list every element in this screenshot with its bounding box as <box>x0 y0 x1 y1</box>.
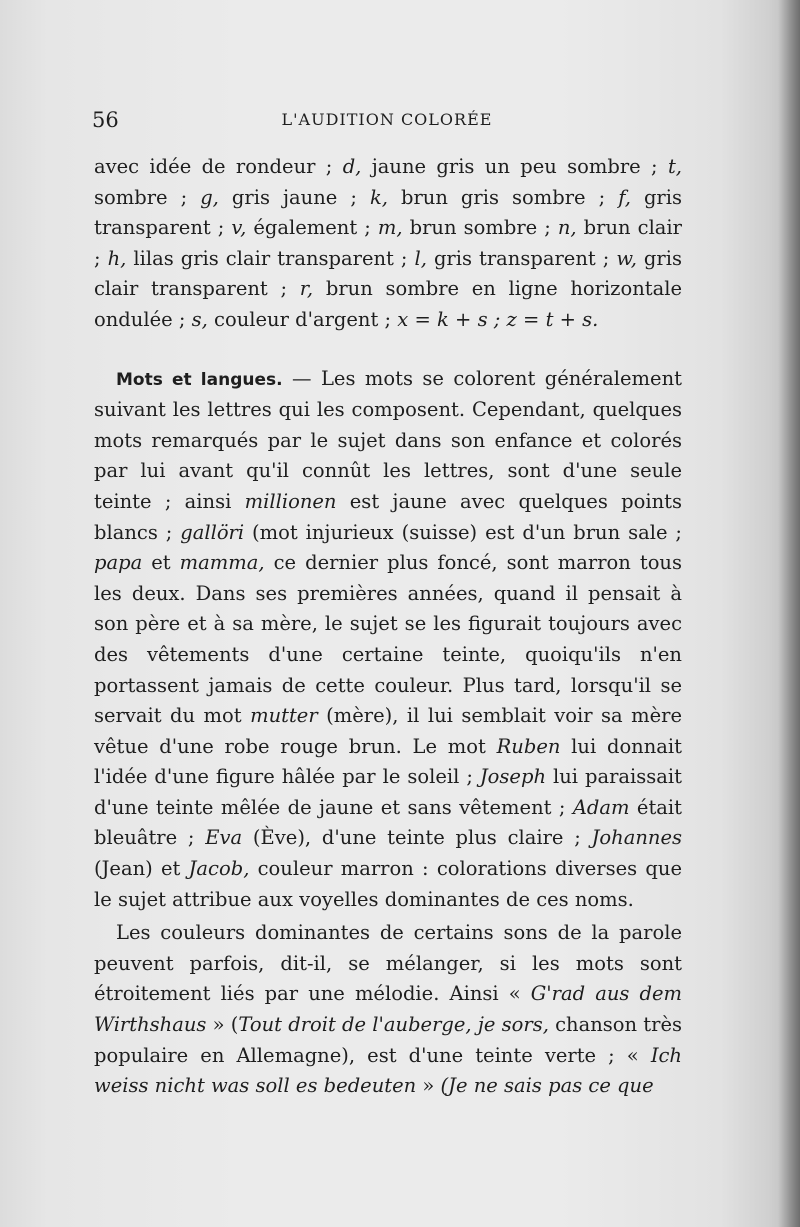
italic-term: d, <box>342 155 362 178</box>
italic-term: n, <box>557 216 577 240</box>
text-run: (mot injurieux (suisse) est d'un brun sale ; <box>244 520 682 544</box>
italic-term: h, <box>107 246 127 270</box>
text-run: (Jean) et <box>94 857 189 881</box>
italic-term: (Je ne sais pas ce que <box>440 1074 654 1098</box>
text-run: gris clair transparent ; <box>94 246 682 301</box>
text-run: Les couleurs dominantes de certains sons de la parole peuvent parfois, dit-il, se mélanger, si les mots sont étroitement liés par une mélodie. Ainsi « <box>94 921 682 1006</box>
italic-term: w, <box>616 246 637 270</box>
text-run: brun sombre en ligne horizontale ondulée ; <box>94 277 682 331</box>
italic-term: r, <box>299 277 314 301</box>
italic-term: Joseph <box>479 765 547 789</box>
text-run: — Les mots se colorent généralement suivant les lettres qui les composent. Cependant, quelques mots remarqués par le sujet dans son enfance et colorés par lui avant qu'il connût les lettres, sont d'une seule teinte ; ainsi <box>94 366 682 513</box>
text-run: avec idée de rondeur ; <box>94 155 343 178</box>
text-run: était bleuâtre ; <box>94 795 682 850</box>
italic-term: g, <box>200 185 219 209</box>
text-run: couleur d'argent ; <box>207 307 398 331</box>
paragraph-letter-colors <box>94 152 682 336</box>
italic-term: papa <box>94 551 143 575</box>
text-run: lui donnait l'idée d'une figure hâlée par le soleil ; <box>94 734 682 789</box>
text-run: brun clair ; <box>94 216 682 270</box>
italic-term: v, <box>231 216 247 240</box>
text-run: jaune gris un peu sombre ; <box>361 155 668 178</box>
italic-term: x = k + s ; z = t + s. <box>397 307 599 331</box>
italic-term: m, <box>377 216 403 240</box>
text-run: ce dernier plus foncé, sont marron tous les deux. Dans ses premières années, quand il pensait à son père et à sa mère, le sujet se les figurait toujours avec des vêtements d'une certaine teinte, quoiqu'ils n'en portassent jamais de cette couleur. Plus tard, lorsqu'il se servait du mot <box>94 551 682 728</box>
text-run: brun gris sombre ; <box>387 185 619 209</box>
italic-term: millionen <box>244 489 337 513</box>
italic-term: Adam <box>572 795 630 819</box>
page-edge-shadow <box>778 0 800 1227</box>
running-title: L'AUDITION COLORÉE <box>281 110 493 129</box>
text-run: (Ève), d'une teinte plus claire ; <box>242 826 592 850</box>
text-run: couleur marron : colorations diverses que le sujet attribue aux voyelles dominantes de ces noms. <box>94 857 682 911</box>
text-run: lui paraissait d'une teinte mêlée de jaune et sans vêtement ; <box>94 765 682 819</box>
italic-term: Tout droit de l'auberge, je sors, <box>238 1013 549 1037</box>
italic-term: mutter <box>250 704 318 728</box>
text-run: gris transparent ; <box>426 246 617 270</box>
paragraph-mots-et-langues <box>94 364 682 916</box>
section-heading: Mots et langues. <box>116 369 283 390</box>
italic-term: l, <box>414 246 427 270</box>
text-run: sombre ; <box>94 185 201 209</box>
text-run: (mère), il lui semblait voir sa mère vêtue d'une robe rouge brun. Le mot <box>94 704 682 758</box>
italic-term: Jacob, <box>188 857 250 881</box>
text-run: » ( <box>206 1013 239 1037</box>
text-run: gris jaune ; <box>218 185 370 209</box>
italic-term: f, <box>618 185 631 209</box>
paragraph-couleurs-dominantes <box>94 918 682 1102</box>
italic-term: Ruben <box>496 734 561 758</box>
text-run: également ; <box>246 216 378 240</box>
italic-term: Ich weiss nicht was soll es bedeuten <box>94 1043 682 1098</box>
text-run: chanson très populaire en Allemagne), est d'une teinte verte ; « <box>94 1013 683 1067</box>
text-run: » <box>416 1074 441 1098</box>
italic-term: mamma, <box>179 551 265 575</box>
italic-term: Eva <box>205 826 243 850</box>
italic-term: Johannes <box>591 826 682 850</box>
text-run: lilas gris clair transparent ; <box>126 246 415 270</box>
italic-term: gallöri <box>180 520 245 544</box>
text-run: gris transparent ; <box>94 185 682 240</box>
page-number: 56 <box>92 108 119 132</box>
page-header <box>92 108 682 138</box>
italic-term: G'rad aus dem Wirthshaus <box>94 982 682 1037</box>
italic-term: s, <box>191 307 208 331</box>
text-run: brun sombre ; <box>402 216 558 240</box>
text-run: est jaune avec quelques points blancs ; <box>94 489 682 544</box>
italic-term: t, <box>667 155 683 178</box>
italic-term: k, <box>369 185 388 209</box>
text-run: et <box>142 551 180 575</box>
body-text <box>94 152 682 1102</box>
